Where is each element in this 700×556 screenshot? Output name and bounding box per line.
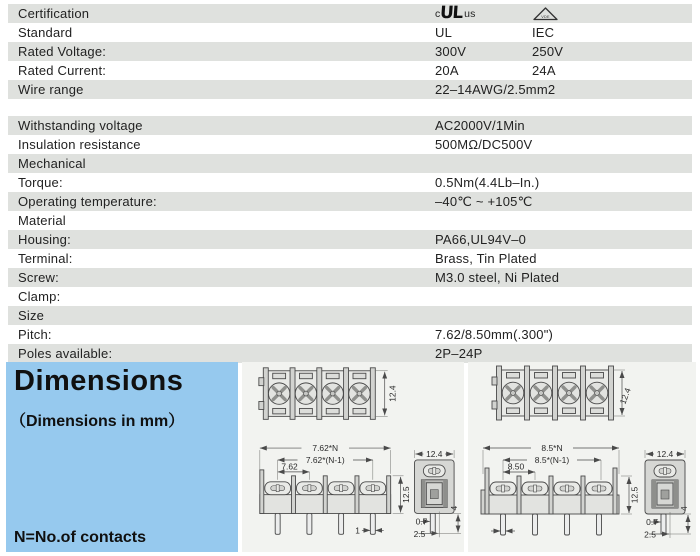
front-view	[481, 443, 640, 535]
spec-table	[8, 4, 692, 363]
cul-suffix: us	[464, 8, 476, 20]
ul-mark-icon: UL	[439, 3, 463, 23]
row-label: Certification	[18, 6, 90, 21]
pins	[275, 513, 375, 534]
dim-front-height-label: 12.5	[400, 486, 411, 503]
table-row-housing	[8, 230, 692, 249]
row-label: Torque:	[18, 175, 63, 190]
table-row-certification	[8, 4, 692, 23]
front-view	[260, 443, 411, 535]
row-label: Rated Voltage:	[18, 44, 107, 59]
dim-pin-length-label: 4	[679, 506, 689, 511]
section-label: Material	[18, 213, 66, 228]
cul-prefix: c	[435, 8, 441, 20]
row-label: Rated Current:	[18, 63, 107, 78]
drawing-panel-8-5	[468, 362, 696, 552]
dim-side-width-label: 12.4	[426, 449, 443, 459]
cul-us-logo	[435, 4, 476, 23]
dim-pin-width-label: 0.7	[646, 517, 658, 527]
row-value-ul: UL	[435, 25, 453, 40]
table-row-insulation-resistance	[8, 135, 692, 154]
dim-pin-offset-label: 2.5	[413, 528, 426, 539]
table-row-rated-current	[8, 61, 692, 80]
table-row-standard	[8, 23, 692, 42]
vde-logo	[532, 4, 559, 25]
row-label: Withstanding voltage	[18, 118, 143, 133]
table-row-rated-voltage	[8, 42, 692, 61]
side-view	[414, 449, 461, 539]
dimensions-title-panel	[6, 362, 238, 552]
dimensions-subtitle: （Dimensions in mm）	[10, 413, 185, 430]
drawing-panel-7-62	[242, 362, 464, 552]
dim-pin-length-label: 4	[449, 505, 460, 511]
row-value: 2P–24P	[435, 346, 483, 361]
table-row-operating-temperature	[8, 192, 692, 211]
vde-label: VDE	[541, 15, 550, 19]
vde-triangle-icon	[532, 6, 559, 22]
row-value: 22–14AWG/2.5mm2	[435, 82, 556, 97]
row-value-iec: IEC	[532, 25, 555, 40]
row-value: 300V	[435, 44, 467, 59]
drawing-a-svg	[242, 362, 464, 552]
dim-pin-width-label: 0.7	[415, 516, 428, 527]
row-value: PA66,UL94V–0	[435, 232, 527, 247]
row-label: Wire range	[18, 82, 84, 97]
row-label: Terminal:	[18, 251, 73, 266]
table-row-withstanding-voltage	[8, 116, 692, 135]
section-label: Mechanical	[18, 156, 86, 171]
row-label: Insulation resistance	[18, 137, 141, 152]
section-label: Size	[18, 308, 45, 323]
table-row-pitch	[8, 325, 692, 344]
dim-pitch-n1-label: 7.62*(N-1)	[305, 454, 345, 465]
dim-top-height-label: 12.4	[387, 385, 398, 402]
top-view	[259, 368, 398, 420]
side-view	[644, 449, 691, 540]
dimensions-section	[0, 362, 700, 552]
table-row-mechanical	[8, 154, 692, 173]
table-row-screw	[8, 268, 692, 287]
table-row-wire-range	[8, 80, 692, 99]
row-value: 20A	[435, 63, 459, 78]
row-label: Pitch:	[18, 327, 52, 342]
row-value: –40℃ ~ +105℃	[435, 194, 533, 209]
dim-pin-label: 1	[355, 525, 360, 536]
row-value: 7.62/8.50mm(.300")	[435, 327, 554, 342]
dim-side-width-label: 12.4	[656, 449, 674, 459]
drawing-b-svg	[468, 362, 694, 552]
table-spacer-row	[8, 99, 692, 116]
top-view	[492, 366, 633, 420]
row-value: 250V	[532, 44, 564, 59]
dim-pitch-label: 8.50	[507, 461, 525, 472]
row-value: 24A	[532, 63, 556, 78]
dim-pin-offset-label: 2.5	[644, 529, 656, 540]
table-row-clamp	[8, 287, 692, 306]
table-row-size	[8, 306, 692, 325]
dimensions-note: N=No.of contacts	[14, 529, 147, 546]
row-label: Clamp:	[18, 289, 61, 304]
dim-pitch-total-label: 8.5*N	[541, 443, 563, 453]
table-row-material	[8, 211, 692, 230]
dim-front-height-label: 12.5	[629, 486, 640, 504]
row-label: Housing:	[18, 232, 71, 247]
table-row-torque	[8, 173, 692, 192]
dim-top-height-label: 12.4	[617, 386, 633, 406]
row-value: 500MΩ/DC500V	[435, 137, 533, 152]
row-value: Brass, Tin Plated	[435, 251, 537, 266]
table-row-poles-available	[8, 344, 692, 363]
dim-pitch-label: 7.62	[281, 461, 298, 472]
row-label: Operating temperature:	[18, 194, 157, 209]
table-row-terminal	[8, 249, 692, 268]
row-label: Poles available:	[18, 346, 113, 361]
dimensions-title: Dimensions	[14, 365, 184, 397]
row-value: 0.5Nm(4.4Lb–In.)	[435, 175, 540, 190]
dim-pitch-total-label: 7.62*N	[312, 443, 339, 454]
row-value: AC2000V/1Min	[435, 118, 525, 133]
row-label: Screw:	[18, 270, 59, 285]
row-value: M3.0 steel, Ni Plated	[435, 270, 560, 285]
row-label: Standard	[18, 25, 73, 40]
dim-pitch-n1-label: 8.5*(N-1)	[534, 455, 570, 465]
pins	[501, 514, 602, 535]
